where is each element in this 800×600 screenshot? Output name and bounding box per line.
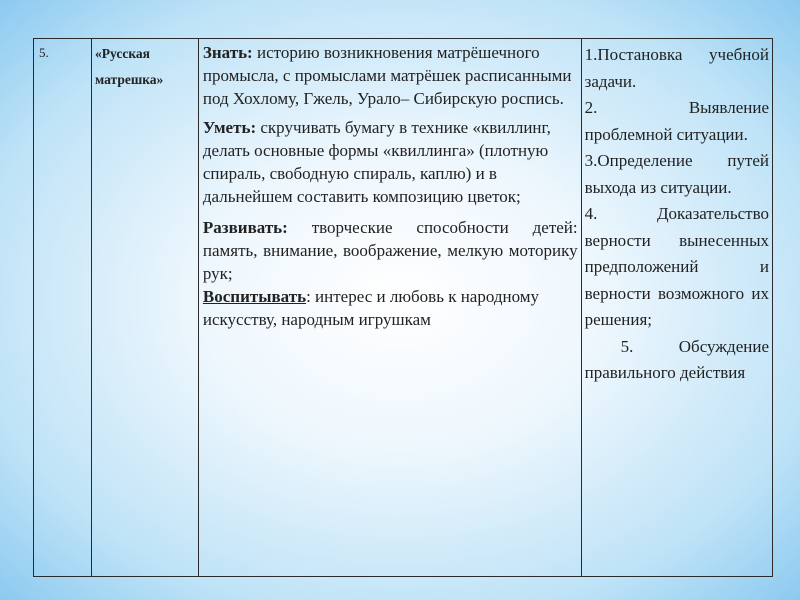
stages-cell [581,39,772,577]
table-row [34,39,773,577]
stage-item: 4. Доказательство верности вынесенных предположений и верности возможного их решения; [584,204,769,329]
develop-text: творческие способности детей: память, внимание, воображение, мелкую моторику рук; [202,218,578,283]
stage-item: 2. Выявление проблемной ситуации. [584,98,769,144]
row-number-cell [34,39,92,577]
can-text: скручивать бумагу в технике «квиллинг, делать основные формы «квиллинга» (плотную спираль, свободную спираль, каплю) и в дальнейшем составить композицию цветок; [202,118,551,206]
can-label: Уметь: [202,118,257,137]
develop-paragraph [203,216,578,285]
stage-item: 1.Постановка учебной задачи. [584,45,769,91]
goals-cell [198,39,581,577]
stage-item-text: 5. Обсуждение правильного действия [584,336,769,382]
topic-cell [92,39,199,577]
educate-text: : интерес и любовь к народному искусству, народным игрушкам [202,287,540,329]
row-number: 5. [39,45,49,60]
educate-label: Воспитывать [202,287,307,306]
know-label: Знать: [202,43,253,62]
know-paragraph [203,41,578,110]
know-text: историю возникновения матрёшечного промысла, с промыслами матрёшек расписанными под Хохлому, Гжель, Урало– Сибирскую роспись. [202,43,572,108]
can-paragraph [203,116,578,208]
stage-item [585,334,769,387]
stage-item: 3.Определение путей выхода из ситуации. [584,151,769,197]
lesson-topic: «Русская матрешка» [95,46,164,87]
educate-paragraph [203,285,578,331]
lesson-plan-table [33,38,773,577]
develop-label: Развивать: [202,218,288,237]
